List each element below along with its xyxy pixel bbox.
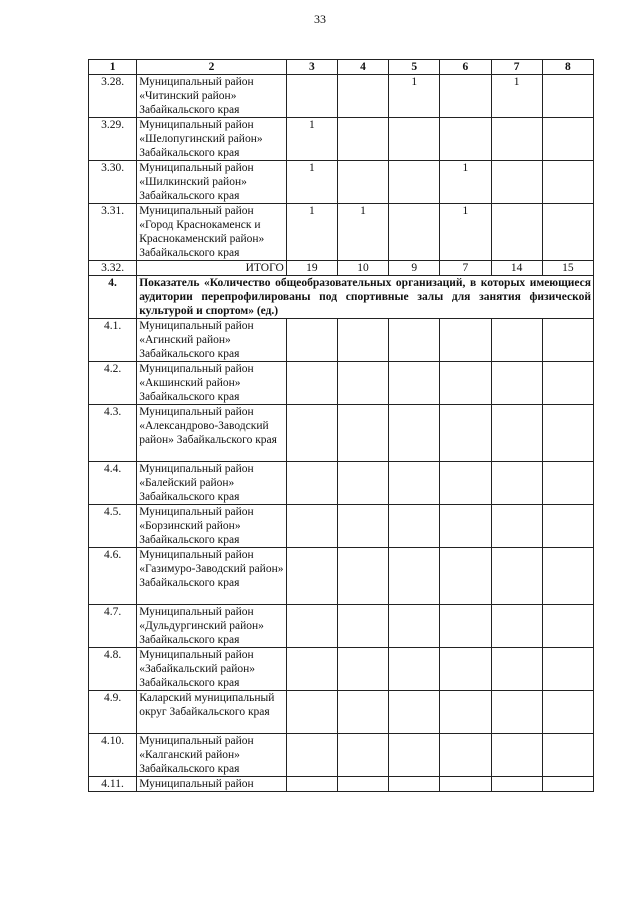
row-value	[389, 362, 440, 405]
row-value: 1	[286, 204, 337, 261]
column-header: 3	[286, 60, 337, 75]
row-number: 4.10.	[89, 734, 137, 777]
table-row	[89, 75, 594, 118]
row-value	[440, 505, 491, 548]
row-value	[337, 118, 388, 161]
row-value	[389, 777, 440, 792]
row-value: 1	[286, 118, 337, 161]
row-value	[286, 319, 337, 362]
row-value: 1	[440, 161, 491, 204]
row-number: 3.31.	[89, 204, 137, 261]
row-value	[440, 648, 491, 691]
table-row	[89, 777, 594, 792]
table-row	[89, 405, 594, 462]
table-row	[89, 548, 594, 605]
row-number: 4.8.	[89, 648, 137, 691]
row-value	[491, 691, 542, 734]
row-value	[440, 691, 491, 734]
row-name: Муниципальный район «Борзинский район» Забайкальского края	[137, 505, 287, 548]
table-row	[89, 505, 594, 548]
row-value: 1	[337, 204, 388, 261]
row-value	[337, 548, 388, 605]
row-name: Муниципальный район «Шилкинский район» Забайкальского края	[137, 161, 287, 204]
row-value	[389, 319, 440, 362]
row-name: Муниципальный район «Александрово-Заводский район» Забайкальского края	[137, 405, 287, 462]
row-value	[491, 118, 542, 161]
section-number: 4.	[89, 276, 137, 319]
row-value	[542, 691, 593, 734]
page-number: 33	[314, 12, 326, 26]
row-value	[337, 691, 388, 734]
row-number: 4.1.	[89, 319, 137, 362]
row-value	[286, 548, 337, 605]
row-value	[491, 734, 542, 777]
table-row	[89, 161, 594, 204]
row-name: Муниципальный район «Калганский район» Забайкальского края	[137, 734, 287, 777]
row-value	[440, 75, 491, 118]
row-value: 1	[491, 75, 542, 118]
row-value	[286, 405, 337, 462]
row-value	[337, 161, 388, 204]
row-name: Муниципальный район	[137, 777, 287, 792]
row-number: 4.4.	[89, 462, 137, 505]
column-header: 8	[542, 60, 593, 75]
row-value	[542, 405, 593, 462]
section-title: Показатель «Количество общеобразовательных организаций, в которых имеющиеся аудитории перепрофилированы под спортивные залы для занятия физической культурой и спортом» (ед.)	[137, 276, 594, 319]
row-value	[440, 548, 491, 605]
table-row	[89, 648, 594, 691]
row-value	[542, 777, 593, 792]
row-value	[337, 505, 388, 548]
row-value	[389, 204, 440, 261]
row-name: Муниципальный район «Балейский район» Забайкальского края	[137, 462, 287, 505]
row-value	[491, 204, 542, 261]
row-number: 3.30.	[89, 161, 137, 204]
row-value	[440, 605, 491, 648]
column-header: 7	[491, 60, 542, 75]
row-value	[542, 319, 593, 362]
row-value	[286, 505, 337, 548]
data-table	[88, 59, 594, 792]
row-number: 3.32.	[89, 261, 137, 276]
row-value	[337, 648, 388, 691]
row-value	[389, 505, 440, 548]
row-number: 3.28.	[89, 75, 137, 118]
row-value	[286, 605, 337, 648]
column-header: 1	[89, 60, 137, 75]
row-value: 1	[389, 75, 440, 118]
table-row	[89, 605, 594, 648]
row-value	[542, 161, 593, 204]
row-value	[389, 605, 440, 648]
row-value	[491, 648, 542, 691]
row-value	[389, 118, 440, 161]
total-value: 15	[542, 261, 593, 276]
row-name: Муниципальный район «Акшинский район» Забайкальского края	[137, 362, 287, 405]
row-value	[389, 548, 440, 605]
row-number: 4.6.	[89, 548, 137, 605]
column-header: 2	[137, 60, 287, 75]
row-name: Каларский муниципальный округ Забайкальского края	[137, 691, 287, 734]
row-value	[286, 648, 337, 691]
table-row	[89, 118, 594, 161]
row-value	[286, 362, 337, 405]
total-value: 19	[286, 261, 337, 276]
row-number: 4.5.	[89, 505, 137, 548]
row-name: Муниципальный район «Шелопугинский район» Забайкальского края	[137, 118, 287, 161]
row-number: 4.9.	[89, 691, 137, 734]
table-row	[89, 204, 594, 261]
row-value	[542, 204, 593, 261]
total-value: 14	[491, 261, 542, 276]
row-value	[491, 505, 542, 548]
row-value	[389, 161, 440, 204]
row-value	[440, 462, 491, 505]
row-value	[286, 462, 337, 505]
column-header: 6	[440, 60, 491, 75]
row-value	[491, 605, 542, 648]
total-value: 9	[389, 261, 440, 276]
row-value	[440, 319, 491, 362]
row-number: 4.2.	[89, 362, 137, 405]
row-value	[491, 462, 542, 505]
row-value	[491, 161, 542, 204]
row-value	[491, 777, 542, 792]
row-value	[337, 319, 388, 362]
row-value	[286, 734, 337, 777]
row-value	[389, 405, 440, 462]
row-value	[440, 362, 491, 405]
row-value	[286, 75, 337, 118]
row-name: Муниципальный район «Дульдургинский район» Забайкальского края	[137, 605, 287, 648]
row-name: Муниципальный район «Газимуро-Заводский район» Забайкальского края	[137, 548, 287, 605]
row-value	[389, 734, 440, 777]
row-value	[440, 734, 491, 777]
row-number: 4.7.	[89, 605, 137, 648]
total-label: ИТОГО	[137, 261, 287, 276]
row-value	[337, 362, 388, 405]
row-value	[542, 605, 593, 648]
row-number: 4.3.	[89, 405, 137, 462]
row-value: 1	[440, 204, 491, 261]
table-row	[89, 734, 594, 777]
row-value	[440, 405, 491, 462]
row-name: Муниципальный район «Читинский район» Забайкальского края	[137, 75, 287, 118]
row-value	[542, 362, 593, 405]
total-value: 7	[440, 261, 491, 276]
row-value	[337, 605, 388, 648]
row-value	[389, 462, 440, 505]
row-value	[491, 405, 542, 462]
row-number: 3.29.	[89, 118, 137, 161]
row-value	[542, 505, 593, 548]
row-name: Муниципальный район «Забайкальский район» Забайкальского края	[137, 648, 287, 691]
row-value	[542, 462, 593, 505]
row-value	[542, 734, 593, 777]
row-value	[286, 691, 337, 734]
row-value	[337, 734, 388, 777]
row-value	[491, 362, 542, 405]
row-value	[440, 777, 491, 792]
total-row	[89, 261, 594, 276]
row-value	[337, 405, 388, 462]
row-value	[491, 548, 542, 605]
row-number: 4.11.	[89, 777, 137, 792]
row-value	[542, 118, 593, 161]
column-header: 4	[337, 60, 388, 75]
row-name: Муниципальный район «Город Краснокаменск и Краснокаменский район» Забайкальского края	[137, 204, 287, 261]
row-value	[491, 319, 542, 362]
total-value: 10	[337, 261, 388, 276]
row-value	[542, 75, 593, 118]
table-row	[89, 319, 594, 362]
row-value	[440, 118, 491, 161]
row-value	[389, 691, 440, 734]
row-value: 1	[286, 161, 337, 204]
row-value	[337, 75, 388, 118]
section-header-row	[89, 276, 594, 319]
row-value	[389, 648, 440, 691]
row-value	[337, 777, 388, 792]
column-header: 5	[389, 60, 440, 75]
row-name: Муниципальный район «Агинский район» Забайкальского края	[137, 319, 287, 362]
header-row	[89, 60, 594, 75]
row-value	[286, 777, 337, 792]
table-row	[89, 691, 594, 734]
row-value	[337, 462, 388, 505]
table-row	[89, 462, 594, 505]
row-value	[542, 548, 593, 605]
table-row	[89, 362, 594, 405]
row-value	[542, 648, 593, 691]
